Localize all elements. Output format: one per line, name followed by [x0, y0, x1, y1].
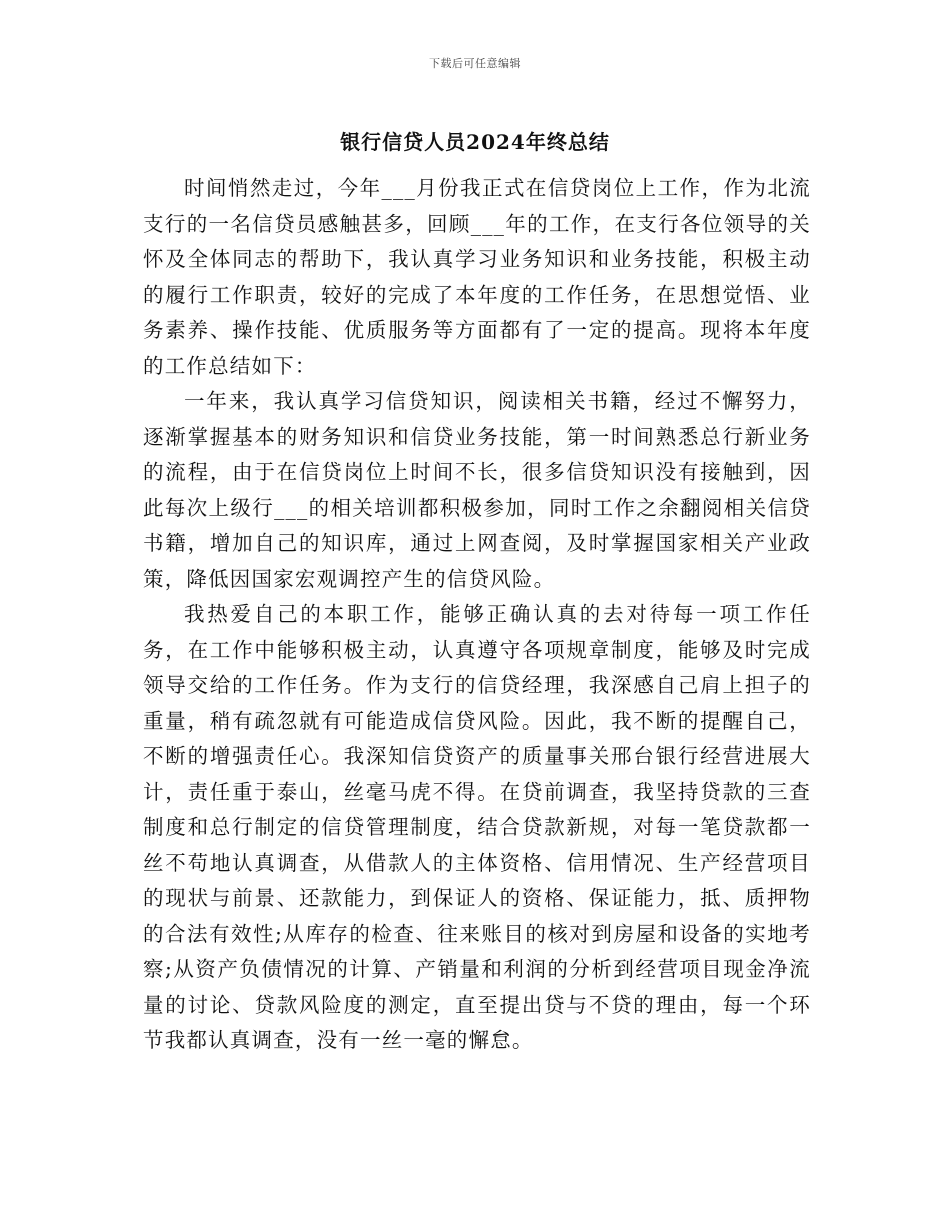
document-title: 银行信贷人员2024年终总结 [340, 130, 610, 154]
paragraph-1: 时间悄然走过，今年___月份我正式在信贷岗位上工作，作为北流支行的一名信贷员感触甚多，回顾___年的工作，在支行各位领导的关怀及全体同志的帮助下，我认真学习业务知识和业务技能，积极主动的履行工作职责，较好的完成了本年度的工作任务，在思想觉悟、业务素养、操作技能、优质服务等方面都有了一定的提高。现将本年度的工作总结如下： [143, 176, 811, 378]
page-header-note: 下载后可任意编辑 [429, 57, 521, 70]
paragraph-3: 我热爱自己的本职工作，能够正确认真的去对待每一项工作任务，在工作中能够积极主动，认真遵守各项规章制度，能够及时完成领导交给的工作任务。作为支行的信贷经理，我深感自己肩上担子的重量，稍有疏忽就有可能造成信贷风险。因此，我不断的提醒自己，不断的增强责任心。我深知信贷资产的质量事关邢台银行经营进展大计，责任重于泰山，丝毫马虎不得。在贷前调查，我坚持贷款的三查制度和总行制定的信贷管理制度，结合贷款新规，对每一笔贷款都一丝不苟地认真调查，从借款人的主体资格、信用情况、生产经营项目的现状与前景、还款能力，到保证人的资格、保证能力，抵、质押物的合法有效性;从库存的检查、往来账目的核对到房屋和设备的实地考察;从资产负债情况的计算、产销量和利润的分析到经营项目现金净流量的讨论、贷款风险度的测定，直至提出贷与不贷的理由，每一个环节我都认真调查，没有一丝一毫的懈怠。 [143, 602, 811, 1052]
document-body [143, 171, 811, 1059]
paragraph-2: 一年来，我认真学习信贷知识，阅读相关书籍，经过不懈努力，逐渐掌握基本的财务知识和信贷业务技能，第一时间熟悉总行新业务的流程，由于在信贷岗位上时间不长，很多信贷知识没有接触到，因此每次上级行___的相关培训都积极参加，同时工作之余翻阅相关信贷书籍，增加自己的知识库，通过上网查阅，及时掌握国家相关产业政策，降低因国家宏观调控产生的信贷风险。 [143, 389, 811, 591]
